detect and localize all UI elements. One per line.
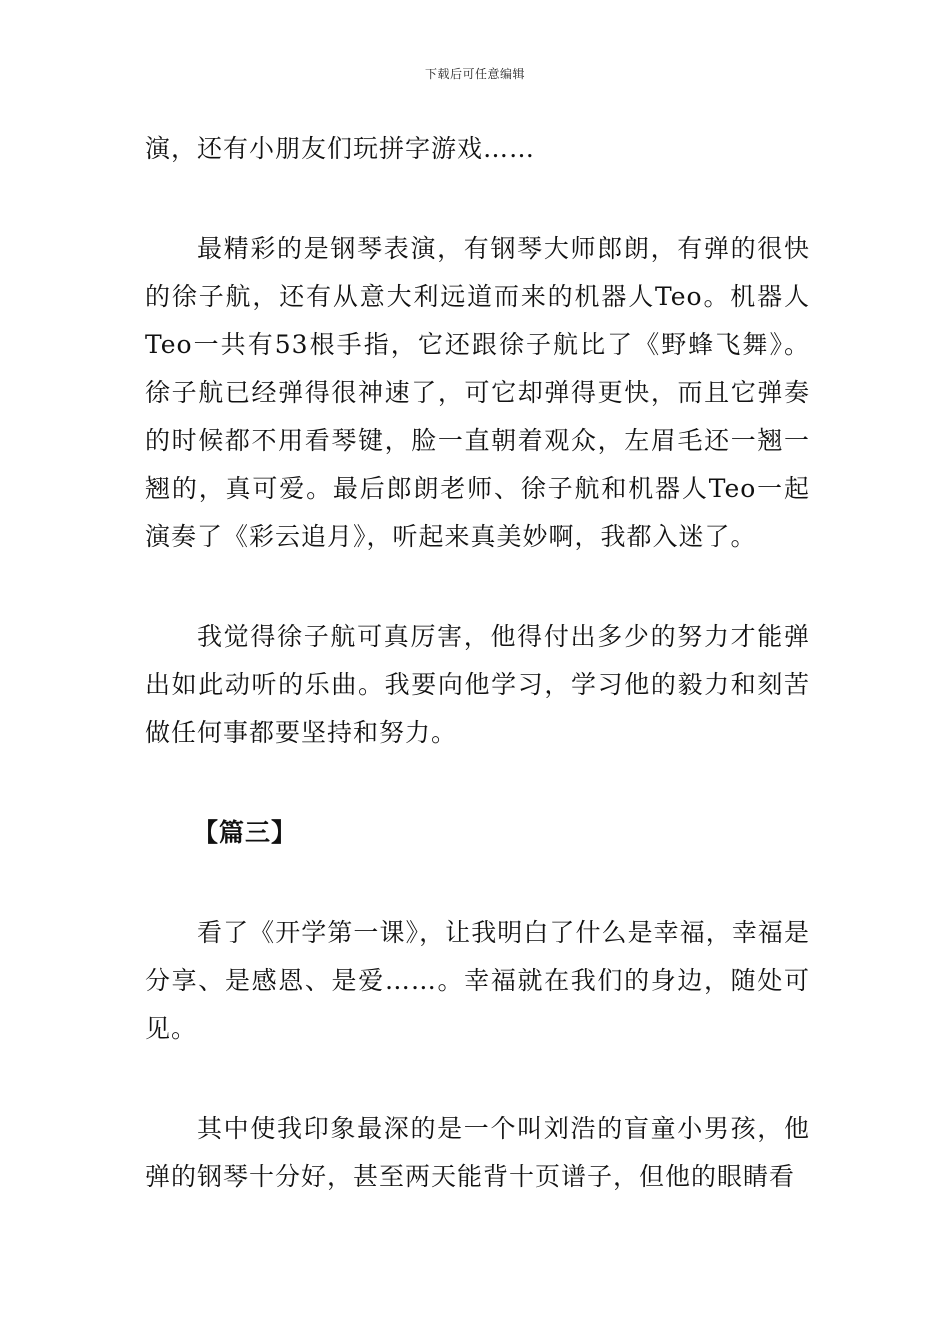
paragraph-blind-boy: 其中使我印象最深的是一个叫刘浩的盲童小男孩，他弹的钢琴十分好，甚至两天能背十页谱子，但他的眼睛看	[145, 1114, 810, 1191]
paragraph-piano-performance: 最精彩的是钢琴表演，有钢琴大师郎朗，有弹的很快的徐子航，还有从意大利远道而来的机器人Teo。机器人Teo一共有53根手指，它还跟徐子航比了《野蜂飞舞》。徐子航已经弹得很神速了，可它却弹得更快，而且它弹奏的时候都不用看琴键，脸一直朝着观众，左眉毛还一翘一翘的，真可爱。最后郎朗老师、徐子航和机器人Teo一起演奏了《彩云追月》，听起来真美妙啊，我都入迷了。	[145, 234, 810, 551]
paragraph-happiness: 看了《开学第一课》，让我明白了什么是幸福，幸福是分享、是感恩、是爱……。幸福就在我们的身边，随处可见。	[145, 918, 810, 1043]
page-header: 下载后可任意编辑	[424, 67, 525, 81]
document-body	[145, 125, 810, 1201]
paragraph-continued: 演，还有小朋友们玩拼字游戏……	[145, 134, 536, 163]
paragraph-reflection: 我觉得徐子航可真厉害，他得付出多少的努力才能弹出如此动听的乐曲。我要向他学习，学习他的毅力和刻苦做任何事都要坚持和努力。	[145, 622, 810, 747]
section-heading: 【篇三】	[193, 818, 298, 847]
